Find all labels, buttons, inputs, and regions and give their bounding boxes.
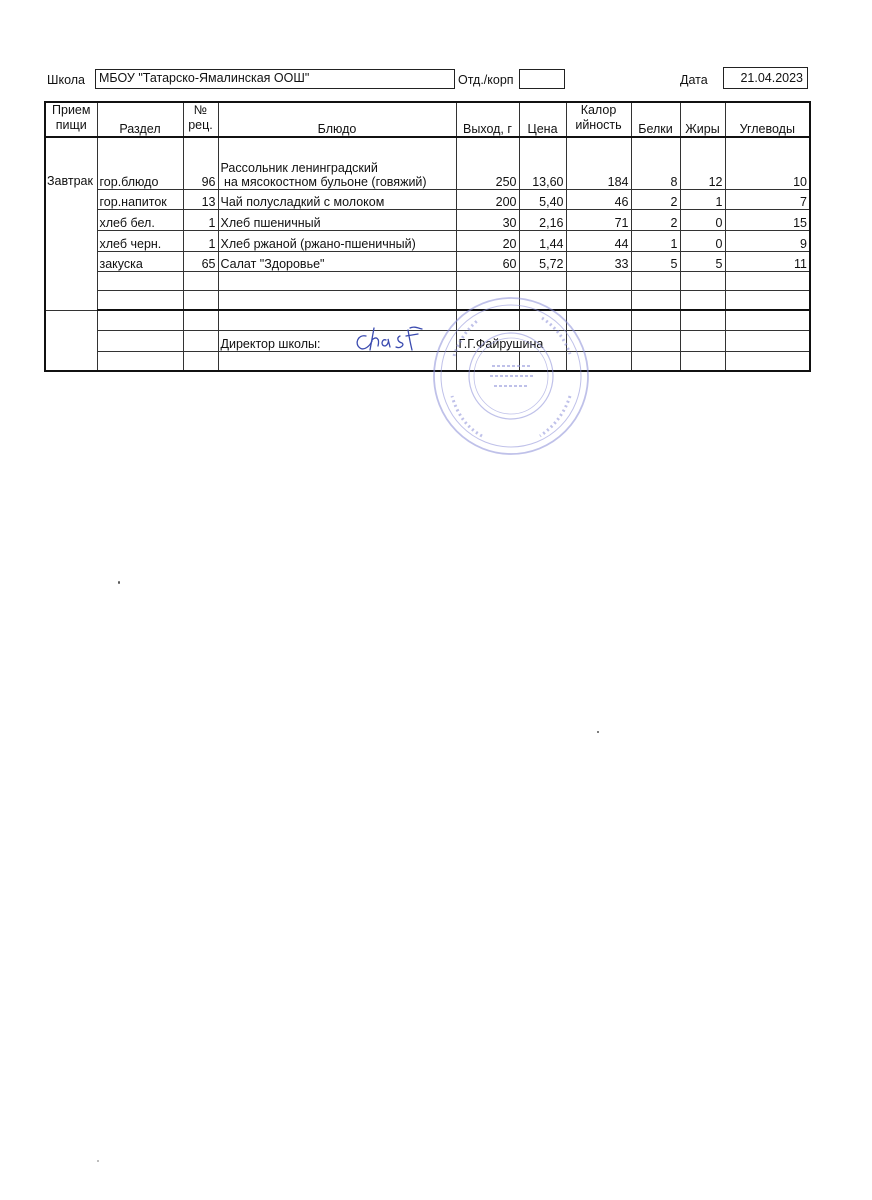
- scan-speck: [97, 1160, 99, 1162]
- table-row: [45, 251, 810, 271]
- empty-row: [45, 290, 810, 310]
- dept-label: Отд./корп: [458, 73, 514, 87]
- calories-cell: 71: [566, 209, 631, 230]
- recipe-cell: 65: [183, 251, 218, 271]
- col-header-price: Цена: [519, 102, 566, 137]
- col-header-dish: Блюдо: [218, 102, 456, 137]
- empty-row: [45, 271, 810, 290]
- yield-cell: 20: [456, 230, 519, 251]
- carbs-cell: 9: [725, 230, 810, 251]
- signature-icon: [352, 326, 434, 358]
- col-header-section: Раздел: [97, 102, 183, 137]
- director-name: Г.Г.Файрушина: [456, 330, 566, 351]
- dish-cell: Чай полусладкий с молоком: [218, 189, 456, 209]
- table-row: [45, 189, 810, 209]
- date-field[interactable]: 21.04.2023: [723, 67, 808, 89]
- table-row: [45, 137, 810, 189]
- section-cell: хлеб бел.: [97, 209, 183, 230]
- section-cell: хлеб черн.: [97, 230, 183, 251]
- dish-line-1: Рассольник ленинградский: [220, 160, 378, 175]
- carbs-cell: 7: [725, 189, 810, 209]
- recipe-cell: 96: [183, 137, 218, 189]
- dept-field[interactable]: [519, 69, 565, 89]
- calories-cell: 46: [566, 189, 631, 209]
- dish-cell: Хлеб ржаной (ржано-пшеничный): [218, 230, 456, 251]
- yield-cell: 30: [456, 209, 519, 230]
- table-row: [45, 230, 810, 251]
- col-header-recipe: № рец.: [183, 102, 218, 137]
- fat-cell: 0: [680, 209, 725, 230]
- price-cell: 13,60: [519, 137, 566, 189]
- recipe-cell: 13: [183, 189, 218, 209]
- protein-cell: 1: [631, 230, 680, 251]
- fat-cell: 1: [680, 189, 725, 209]
- price-cell: 1,44: [519, 230, 566, 251]
- protein-cell: 5: [631, 251, 680, 271]
- price-cell: 5,40: [519, 189, 566, 209]
- price-cell: 5,72: [519, 251, 566, 271]
- calories-cell: 184: [566, 137, 631, 189]
- calories-cell: 44: [566, 230, 631, 251]
- table-header-row: [45, 102, 810, 137]
- yield-cell: 250: [456, 137, 519, 189]
- col-header-calories: Калор ийность: [566, 102, 631, 137]
- dish-cell: [218, 137, 456, 189]
- price-cell: 2,16: [519, 209, 566, 230]
- table-row: [45, 209, 810, 230]
- col-header-yield: Выход, г: [456, 102, 519, 137]
- scan-speck: [118, 581, 120, 584]
- dish-cell: Салат "Здоровье": [218, 251, 456, 271]
- section-cell: закуска: [97, 251, 183, 271]
- col-header-meal: Прием пищи: [45, 102, 97, 137]
- col-header-carbs: Углеводы: [725, 102, 810, 137]
- yield-cell: 200: [456, 189, 519, 209]
- col-header-protein: Белки: [631, 102, 680, 137]
- yield-cell: 60: [456, 251, 519, 271]
- carbs-cell: 10: [725, 137, 810, 189]
- scan-speck: [597, 731, 599, 733]
- school-label: Школа: [47, 73, 85, 87]
- protein-cell: 8: [631, 137, 680, 189]
- stamp-icon: [432, 296, 590, 456]
- director-label: Директор школы:: [218, 330, 456, 351]
- fat-cell: 5: [680, 251, 725, 271]
- protein-cell: 2: [631, 209, 680, 230]
- calories-cell: 33: [566, 251, 631, 271]
- protein-cell: 2: [631, 189, 680, 209]
- carbs-cell: 15: [725, 209, 810, 230]
- fat-cell: 12: [680, 137, 725, 189]
- recipe-cell: 1: [183, 230, 218, 251]
- carbs-cell: 11: [725, 251, 810, 271]
- dish-cell: Хлеб пшеничный: [218, 209, 456, 230]
- date-label: Дата: [680, 73, 708, 87]
- school-field[interactable]: МБОУ "Татарско-Ямалинская ООШ": [95, 69, 455, 89]
- col-header-fat: Жиры: [680, 102, 725, 137]
- recipe-cell: 1: [183, 209, 218, 230]
- section-cell: гор.блюдо: [97, 137, 183, 189]
- dish-line-2: на мясокостном бульоне (говяжий): [220, 174, 427, 189]
- section-cell: гор.напиток: [97, 189, 183, 209]
- meal-cell: Завтрак: [45, 137, 97, 310]
- fat-cell: 0: [680, 230, 725, 251]
